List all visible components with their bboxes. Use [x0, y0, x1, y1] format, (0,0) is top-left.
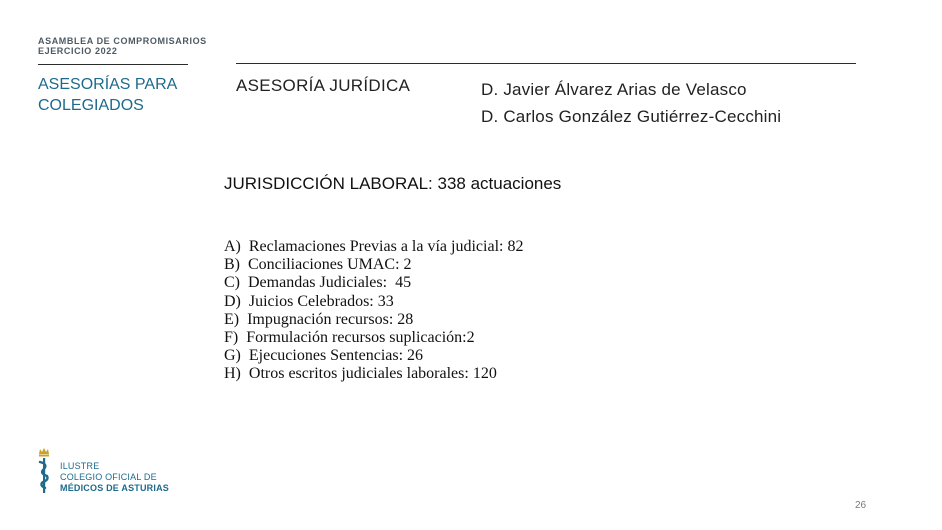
college-name-line1: ILUSTRE [60, 461, 100, 471]
area-title: ASESORÍA JURÍDICA [236, 76, 411, 95]
list-item: A) Reclamaciones Previas a la vía judicial: 82 [224, 238, 524, 255]
list-item: G) Ejecuciones Sentencias: 26 [224, 347, 424, 365]
person-name: D. Carlos González Gutiérrez-Cecchini [481, 107, 782, 126]
main-divider [236, 63, 856, 64]
person-name: D. Javier Álvarez Arias de Velasco [481, 80, 747, 99]
section-title-line1: ASESORÍAS PARA [38, 76, 178, 93]
list-item: E) Impugnación recursos: 28 [224, 310, 414, 328]
college-name [60, 461, 169, 494]
section-title-line2: COLEGIADOS [38, 97, 144, 114]
list-item: B) Conciliaciones UMAC: 2 [224, 256, 412, 274]
left-divider [38, 64, 188, 65]
jurisdiction-heading: JURISDICCIÓN LABORAL: 338 actuaciones [224, 174, 562, 193]
list-item: C) Demandas Judiciales: 45 [224, 274, 412, 292]
actions-list [224, 238, 523, 384]
list-item: F) Formulación recursos suplicación:2 [224, 329, 475, 347]
list-item: D) Juicios Celebrados: 33 [224, 292, 394, 310]
page-number: 26 [855, 500, 867, 511]
assembly-header-line1: ASAMBLEA DE COMPROMISARIOS [38, 36, 207, 46]
college-name-line3: MÉDICOS DE ASTURIAS [60, 483, 169, 493]
caduceus-crown-icon [37, 447, 51, 495]
college-logo [37, 447, 169, 495]
section-title [38, 74, 177, 116]
assembly-header [38, 36, 207, 56]
assembly-header-line2: EJERCICIO 2022 [38, 46, 118, 56]
people-list [481, 76, 781, 130]
college-name-line2: COLEGIO OFICIAL DE [60, 472, 157, 482]
list-item: H) Otros escritos judiciales laborales: 120 [224, 365, 497, 383]
